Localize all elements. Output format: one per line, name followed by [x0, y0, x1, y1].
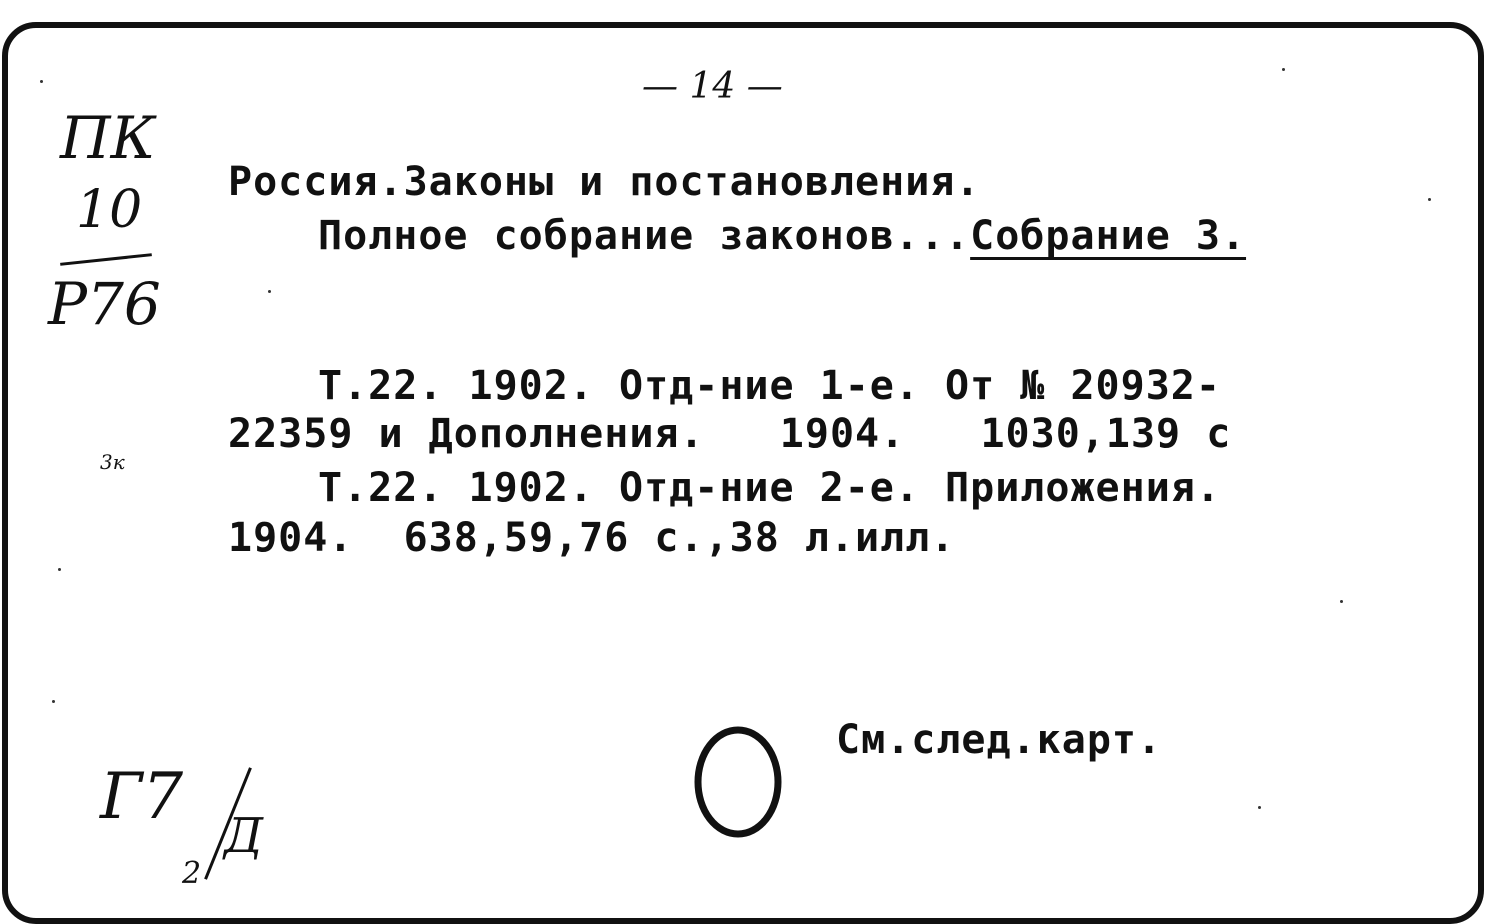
shelf-mark-bottom: Р76 — [48, 270, 161, 338]
scan-speck — [1258, 806, 1261, 809]
entry-1-line-2: 22359 и Дополнения. 1904. 1030,139 с — [228, 411, 1232, 457]
code-right: Д — [224, 808, 264, 864]
shelf-mark-top: ПК — [60, 104, 156, 172]
scan-speck — [1282, 68, 1285, 71]
entry-2-line-1: Т.22. 1902. Отд-ние 2-е. Приложения. — [318, 465, 1221, 511]
scan-speck — [58, 568, 61, 571]
entry-1-line-1: Т.22. 1902. Отд-ние 1-е. От № 20932- — [318, 363, 1221, 409]
heading-line-2-prefix: Полное собрание законов... — [318, 213, 971, 259]
punch-hole — [684, 712, 794, 852]
page-number: — 14 — — [642, 66, 783, 107]
heading-line-2 — [318, 212, 1246, 260]
code-left: Г7 — [100, 760, 184, 834]
scan-speck — [52, 700, 55, 703]
heading-line-1: Россия.Законы и постановления. — [228, 159, 981, 205]
code-sub: 2 — [182, 856, 202, 891]
shelf-mark-mid: 10 — [76, 180, 143, 240]
scan-speck — [1340, 600, 1343, 603]
entry-2-line-2: 1904. 638,59,76 с.,38 л.илл. — [228, 515, 956, 561]
scan-speck — [268, 290, 271, 293]
scan-speck — [40, 80, 43, 83]
scan-speck — [1428, 198, 1431, 201]
see-next-card: См.след.карт. — [836, 717, 1163, 763]
heading-line-2-series: Собрание 3. — [970, 213, 1247, 259]
margin-mark: 3к — [100, 450, 125, 474]
